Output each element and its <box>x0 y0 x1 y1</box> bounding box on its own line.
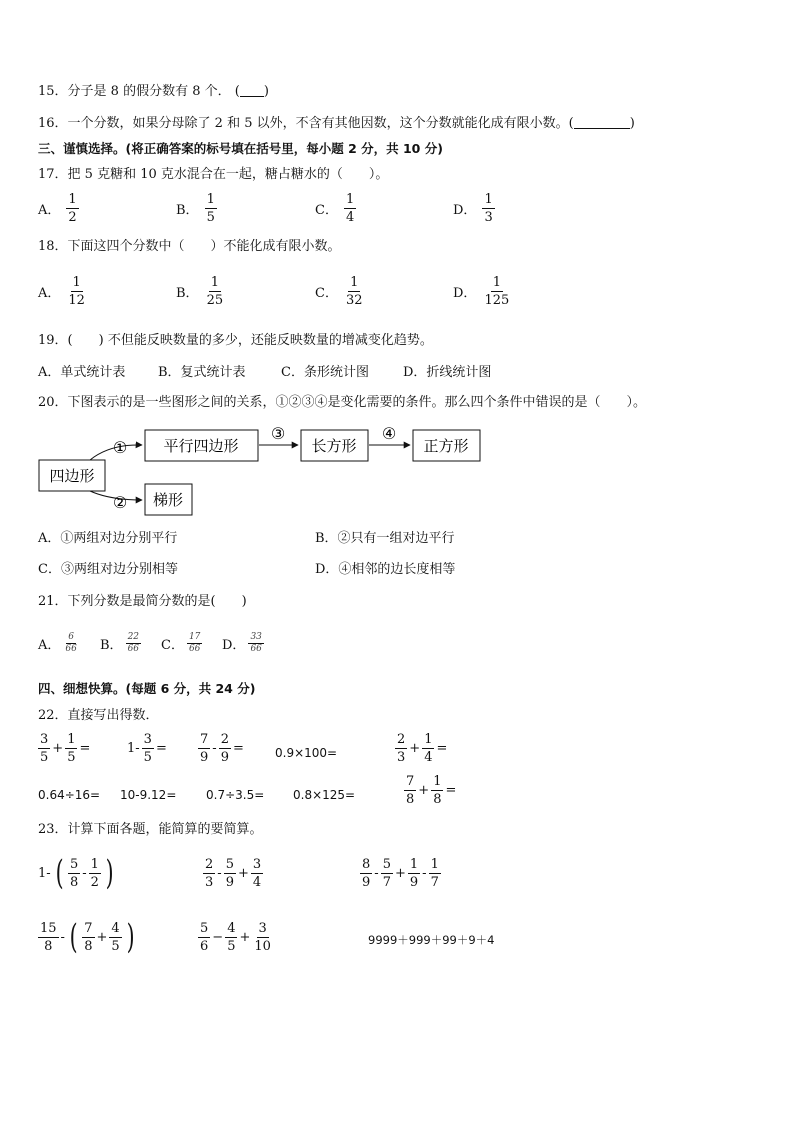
square-label: 正方形 <box>423 437 469 455</box>
q23-problem-2: $\frac{2}{3}$ - $\frac{5}{9}$ + $\frac{3}{4}$ <box>205 857 262 890</box>
q20-option-c[interactable]: C．③两组对边分别相等 <box>38 562 178 577</box>
question-18: 18．下面这四个分数中（ ）不能化成有限小数。 <box>38 239 341 254</box>
q23-problem-3: $\frac{8}{9}$ - $\frac{5}{7}$ + $\frac{1}{9}$ - $\frac{1}{7}$ <box>362 857 439 890</box>
q17-option-d[interactable]: D． $\frac{1}{3}$ <box>453 192 493 225</box>
q17-option-b[interactable]: B． $\frac{1}{5}$ <box>176 192 215 225</box>
q17-option-a[interactable]: A． $\frac{1}{2}$ <box>38 192 77 225</box>
q18-option-b[interactable]: B． $\frac{1}{25}$ <box>176 275 224 308</box>
q20-option-a[interactable]: A．①两组对边分别平行 <box>38 531 178 546</box>
shape-relationship-diagram <box>30 420 500 520</box>
fraction: $\frac{1}{2}$ <box>68 192 77 225</box>
question-15: 15．分子是 8 的假分数有 8 个． ( ) <box>38 84 269 99</box>
q19-option-a[interactable]: A．单式统计表 <box>38 365 126 380</box>
parallelogram-label: 平行四边形 <box>163 437 239 455</box>
q19-option-c[interactable]: C．条形统计图 <box>281 365 369 380</box>
question-16: 16．一个分数，如果分母除了 2 和 5 以外，不含有其他因数，这个分数就能化成有限小数。( ) <box>38 116 635 131</box>
q22-r1-e5: $\frac{2}{3}$ + $\frac{1}{4}$ = <box>397 732 448 765</box>
q21-option-c[interactable]: C． $\frac{17}{66}$ <box>161 632 201 654</box>
q23-problem-4: $\frac{15}{8}$ - ( $\frac{7}{8}$ + $\frac{4}{5}$ ) <box>40 917 135 957</box>
q22-r2-e1: 0.64÷16= <box>38 788 101 802</box>
question-22: 22．直接写出得数． <box>38 708 159 723</box>
section-4-heading: 四、细想快算。(每题 6 分，共 24 分) <box>38 681 256 696</box>
q22-r1-e2: 1- $\frac{3}{5}$ = <box>127 732 167 765</box>
fraction: $\frac{33}{66}$ <box>250 632 262 654</box>
fraction: $\frac{1}{4}$ <box>345 192 355 225</box>
condition-2-label: ② <box>112 493 128 512</box>
q22-r1-e3: $\frac{7}{9}$ - $\frac{2}{9}$ = <box>200 732 244 765</box>
q22-r2-e4: 0.8×125= <box>293 788 356 802</box>
q23-problem-5: $\frac{5}{6}$ − $\frac{4}{5}$ + $\frac{3}{10}$ <box>200 921 271 954</box>
q23-problem-1: 1- ( $\frac{5}{8}$ - $\frac{1}{2}$ ) <box>38 853 114 893</box>
rectangle-label: 长方形 <box>311 437 357 455</box>
root-label: 四边形 <box>49 467 95 485</box>
question-20: 20．下图表示的是一些图形之间的关系，①②③④是变化需要的条件。那么四个条件中错误的是（ ）。 <box>38 395 647 410</box>
answer-blank[interactable] <box>240 82 264 97</box>
q17-option-c[interactable]: C． $\frac{1}{4}$ <box>315 192 355 225</box>
q22-r2-e5: $\frac{7}{8}$ + $\frac{1}{8}$ = <box>406 774 457 807</box>
trapezoid-label: 梯形 <box>152 491 184 509</box>
condition-4-label: ④ <box>381 424 397 443</box>
condition-3-label: ③ <box>270 424 286 443</box>
fraction: $\frac{1}{5}$ <box>206 192 215 225</box>
question-23: 23．计算下面各题，能简算的要简算。 <box>38 822 263 837</box>
q21-option-a[interactable]: A． $\frac{6}{66}$ <box>38 632 77 654</box>
q20-option-d[interactable]: D．④相邻的边长度相等 <box>315 562 456 577</box>
fraction: $\frac{1}{125}$ <box>484 275 510 308</box>
answer-blank[interactable] <box>574 114 630 129</box>
q22-r2-e3: 0.7÷3.5= <box>206 788 265 802</box>
fraction: $\frac{1}{32}$ <box>345 275 363 308</box>
fraction: $\frac{6}{66}$ <box>65 632 77 654</box>
fraction: $\frac{1}{3}$ <box>484 192 493 225</box>
q20-option-b[interactable]: B．②只有一组对边平行 <box>315 531 455 546</box>
fraction: $\frac{17}{66}$ <box>188 632 201 654</box>
q21-option-d[interactable]: D． $\frac{33}{66}$ <box>222 632 262 654</box>
q18-option-d[interactable]: D． $\frac{1}{125}$ <box>453 275 510 308</box>
fraction: $\frac{22}{66}$ <box>127 632 140 654</box>
q22-r1-e1: $\frac{3}{5}$ + $\frac{1}{5}$ = <box>40 732 91 765</box>
question-21: 21．下列分数是最简分数的是( ) <box>38 594 247 609</box>
fraction: $\frac{1}{12}$ <box>68 275 85 308</box>
q22-r1-e4: 0.9×100= <box>275 746 338 760</box>
q19-option-b[interactable]: B．复式统计表 <box>158 365 246 380</box>
q18-option-c[interactable]: C． $\frac{1}{32}$ <box>315 275 363 308</box>
q23-problem-6: 9999＋999＋99＋9＋4 <box>368 933 495 947</box>
q22-r2-e2: 10-9.12= <box>120 788 177 802</box>
q19-option-d[interactable]: D．折线统计图 <box>403 365 492 380</box>
question-19: 19．( ) 不但能反映数量的多少，还能反映数量的增减变化趋势。 <box>38 333 433 348</box>
question-17: 17．把 5 克糖和 10 克水混合在一起，糖占糖水的（ ）。 <box>38 167 389 182</box>
q18-option-a[interactable]: A． $\frac{1}{12}$ <box>38 275 85 308</box>
fraction: $\frac{1}{25}$ <box>206 275 224 308</box>
q21-option-b[interactable]: B． $\frac{22}{66}$ <box>100 632 140 654</box>
section-3-heading: 三、谨慎选择。(将正确答案的标号填在括号里，每小题 2 分，共 10 分) <box>38 141 443 156</box>
condition-1-label: ① <box>112 438 128 457</box>
